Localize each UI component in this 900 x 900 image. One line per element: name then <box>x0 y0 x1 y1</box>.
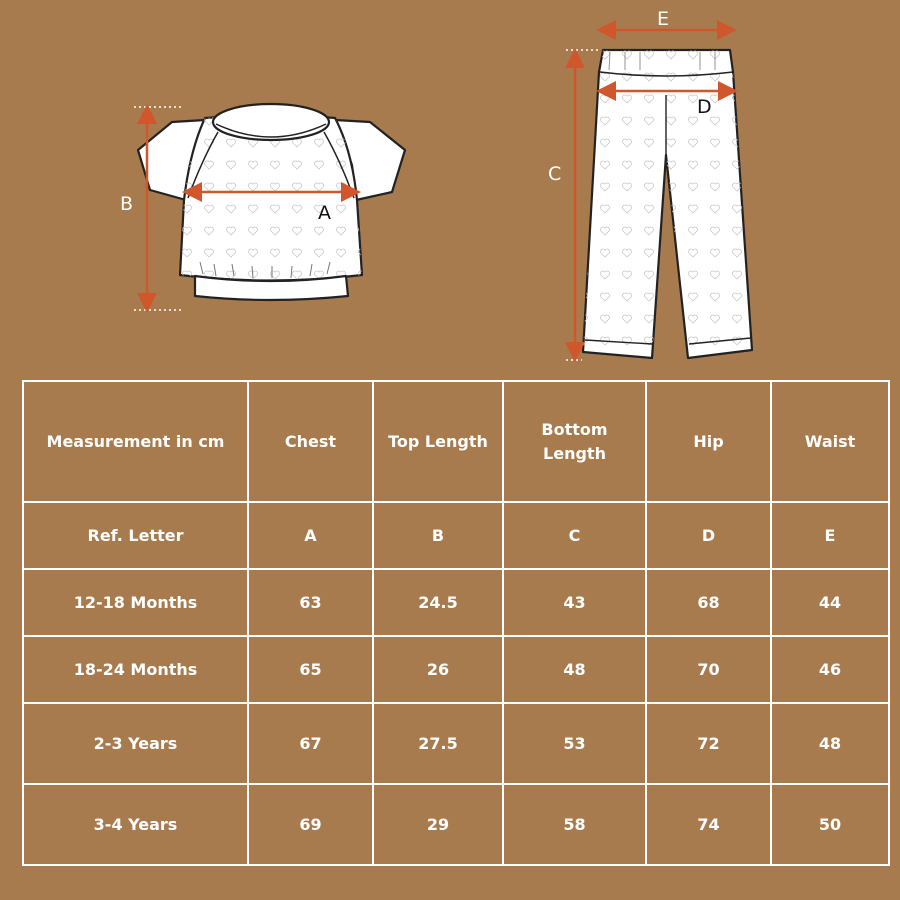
row-label: 12-18 Months <box>23 569 248 636</box>
header-waist: Waist <box>771 381 889 502</box>
table-cell: B <box>373 502 503 569</box>
label-c: C <box>548 163 562 185</box>
table-cell: 72 <box>646 703 771 784</box>
table-cell: C <box>503 502 646 569</box>
table-cell: 24.5 <box>373 569 503 636</box>
table-row <box>23 569 889 636</box>
size-chart-table <box>22 380 890 866</box>
label-d: D <box>697 96 712 118</box>
garment-illustration <box>0 0 900 375</box>
header-chest: Chest <box>248 381 373 502</box>
table-cell: 44 <box>771 569 889 636</box>
table-cell: 68 <box>646 569 771 636</box>
label-b: B <box>120 193 134 215</box>
table-row <box>23 636 889 703</box>
table-row <box>23 502 889 569</box>
pants-drawing <box>548 8 752 360</box>
header-bottom-length: Bottom Length <box>503 381 646 502</box>
row-label: 3-4 Years <box>23 784 248 865</box>
label-e: E <box>657 8 670 30</box>
table-cell: 48 <box>771 703 889 784</box>
table-cell: 53 <box>503 703 646 784</box>
table-cell: 46 <box>771 636 889 703</box>
row-label: 18-24 Months <box>23 636 248 703</box>
header-top-length: Top Length <box>373 381 503 502</box>
tshirt-neckline <box>213 104 329 140</box>
table-cell: 70 <box>646 636 771 703</box>
header-measurement: Measurement in cm <box>23 381 248 502</box>
header-hip: Hip <box>646 381 771 502</box>
row-label: 2-3 Years <box>23 703 248 784</box>
table-header-row <box>23 381 889 502</box>
table-cell: 48 <box>503 636 646 703</box>
table-row <box>23 784 889 865</box>
table-cell: 65 <box>248 636 373 703</box>
row-label: Ref. Letter <box>23 502 248 569</box>
table-cell: 58 <box>503 784 646 865</box>
table-cell: 67 <box>248 703 373 784</box>
label-a: A <box>318 202 331 224</box>
table-cell: E <box>771 502 889 569</box>
table-cell: 74 <box>646 784 771 865</box>
table-cell: 29 <box>373 784 503 865</box>
table-cell: 43 <box>503 569 646 636</box>
table-cell: A <box>248 502 373 569</box>
table-cell: 50 <box>771 784 889 865</box>
table-row <box>23 703 889 784</box>
table-cell: 69 <box>248 784 373 865</box>
tshirt-drawing <box>120 104 405 310</box>
table-cell: D <box>646 502 771 569</box>
table-cell: 63 <box>248 569 373 636</box>
table-cell: 26 <box>373 636 503 703</box>
table-cell: 27.5 <box>373 703 503 784</box>
